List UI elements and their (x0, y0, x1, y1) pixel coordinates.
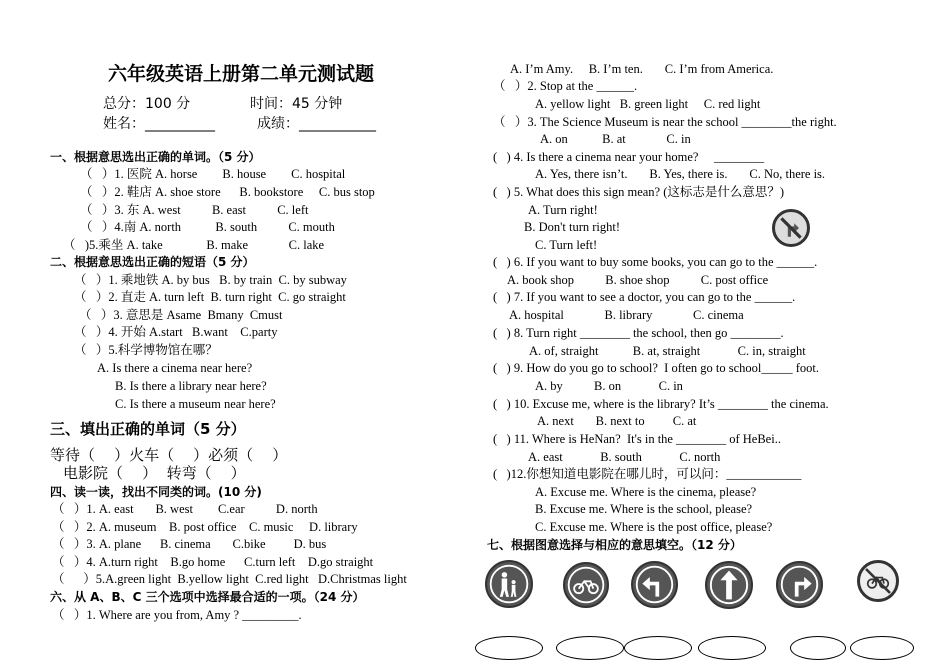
s3-line: 等待（ ）火车（ ）必须（ ） (50, 446, 288, 464)
section-1-heading: 一、根据意思选出正确的单词。（5 分） (50, 150, 261, 164)
s6-option: A. Turn right! (528, 203, 598, 217)
total-score: 总分：100 分 (103, 96, 191, 112)
section-3-heading: 三、填出正确的单词（5 分） (50, 420, 246, 438)
answer-oval[interactable] (475, 636, 543, 660)
section-2-heading: 二、根据意思选出正确的短语（5 分） (50, 255, 255, 269)
s4-item: （ ）5.A.green light B.yellow light C.red light D.Christmas light (52, 572, 407, 586)
s6-option: A. next B. next to C. at (537, 414, 697, 428)
s6-option: A. of, straight B. at, straight C. in, straight (529, 344, 806, 358)
s2-item: （ ）5.科学博物馆在哪？ (74, 343, 218, 357)
s6-option: A. Yes, there isn’t. B. Yes, there is. C. No, there is. (535, 167, 826, 181)
s6-item: ( ) 5. What does this sign mean? (这标志是什么意思？) (493, 185, 785, 199)
s2-option: C. Is there a museum near here? (115, 397, 276, 411)
s4-item: （ ）4. A.turn right B.go home C.turn left D.go straight (52, 555, 374, 569)
section-4-heading: 四、读一读，找出不同类的词。(10 分) (50, 485, 262, 499)
s6-option: C. Excuse me. Where is the post office, please? (535, 520, 773, 534)
s6-option: A. I’m Amy. B. I’m ten. C. I’m from America. (510, 62, 774, 76)
s6-option: B. Don't turn right! (524, 220, 620, 234)
answer-oval[interactable] (850, 636, 914, 660)
s6-option: A. book shop B. shoe shop C. post office (507, 273, 769, 287)
turn-right-sign-icon (776, 561, 823, 608)
s1-item: （ ）2. 鞋店 A. shoe store B. bookstore C. bus stop (80, 185, 375, 199)
s6-item: ( ) 10. Excuse me, where is the library? It’s ________ the cinema. (493, 397, 829, 411)
s1-item: （ ）3. 东 A. west B. east C. left (80, 203, 309, 217)
answer-oval[interactable] (624, 636, 692, 660)
bicycle-sign-icon (563, 562, 609, 608)
score-field[interactable]: 成绩：___________ (257, 116, 376, 132)
answer-oval[interactable] (698, 636, 766, 660)
s2-item: （ ）2. 直走 A. turn left B. turn right C. go straight (74, 290, 346, 304)
s4-item: （ ）2. A. museum B. post office C. music D. library (52, 520, 358, 534)
s1-item: （ )5.乘坐 A. take B. make C. lake (63, 238, 325, 252)
s6-item: ( ) 8. Turn right ________ the school, then go ________. (493, 326, 784, 340)
s4-item: （ ）1. A. east B. west C.ear D. north (52, 502, 318, 516)
s1-item: （ ）1. 医院 A. horse B. house C. hospital (80, 167, 346, 181)
s6-option: A. on B. at C. in (540, 132, 691, 146)
page-title: 六年级英语上册第二单元测试题 (108, 63, 375, 85)
s2-option: A. Is there a cinema near here? (97, 361, 253, 375)
s6-item: ( )12.你想知道电影院在哪儿时，可以问：____________ (493, 467, 802, 481)
section-7-heading: 七、根据图意选择与相应的意思填空。（12 分） (487, 538, 742, 552)
s2-item: （ ）4. 开始 A.start B.want C.party (74, 325, 278, 339)
s6-item: （ ）2. Stop at the ______. (493, 79, 638, 93)
s6-option: A. Excuse me. Where is the cinema, please? (535, 485, 757, 499)
s6-option: B. Excuse me. Where is the school, please? (535, 502, 753, 516)
s6-option: A. east B. south C. north (528, 450, 721, 464)
answer-oval[interactable] (556, 636, 624, 660)
s6-option: A. hospital B. library C. cinema (509, 308, 744, 322)
pedestrian-sign-icon (485, 560, 533, 608)
s6-option: A. yellow light B. green light C. red light (535, 97, 761, 111)
s6-item: （ ）3. The Science Museum is near the school ________the right. (493, 115, 837, 129)
no-bicycles-sign-icon (857, 560, 899, 602)
name-field[interactable]: 姓名：__________ (103, 116, 215, 132)
s2-item: （ ）3. 意思是 Asame Bmany Cmust (79, 308, 283, 322)
s2-item: （ ）1. 乘地铁 A. by bus B. by train C. by subway (74, 273, 347, 287)
s2-option: B. Is there a library near here? (115, 379, 267, 393)
s6-item: ( ) 4. Is there a cinema near your home? ________ (493, 150, 765, 164)
s6-item: ( ) 11. Where is HeNan? It's in the ________ of HeBei.. (493, 432, 781, 446)
s6-option: C. Turn left! (535, 238, 598, 252)
s6-item: ( ) 7. If you want to see a doctor, you can go to the ______. (493, 290, 796, 304)
s6-item: （ ）1. Where are you from, Amy ? _________. (52, 608, 302, 622)
s3-line: 电影院（ ） 转弯（ ） (63, 464, 246, 482)
section-6-heading: 六、从 A、B、C 三个选项中选择最合适的一项。（24 分） (50, 590, 365, 604)
s1-item: （ ）4.南 A. north B. south C. mouth (80, 220, 335, 234)
go-straight-sign-icon (705, 561, 753, 609)
s6-option: A. by B. on C. in (535, 379, 683, 393)
s6-item: ( ) 6. If you want to buy some books, you can go to the ______. (493, 255, 818, 269)
answer-oval[interactable] (790, 636, 846, 660)
s4-item: （ ）3. A. plane B. cinema C.bike D. bus (52, 537, 327, 551)
s6-item: ( ) 9. How do you go to school? I often go to school_____ foot. (493, 361, 820, 375)
turn-left-sign-icon (631, 561, 678, 608)
time-limit: 时间：45 分钟 (250, 96, 343, 112)
no-right-turn-sign-icon (772, 209, 810, 247)
